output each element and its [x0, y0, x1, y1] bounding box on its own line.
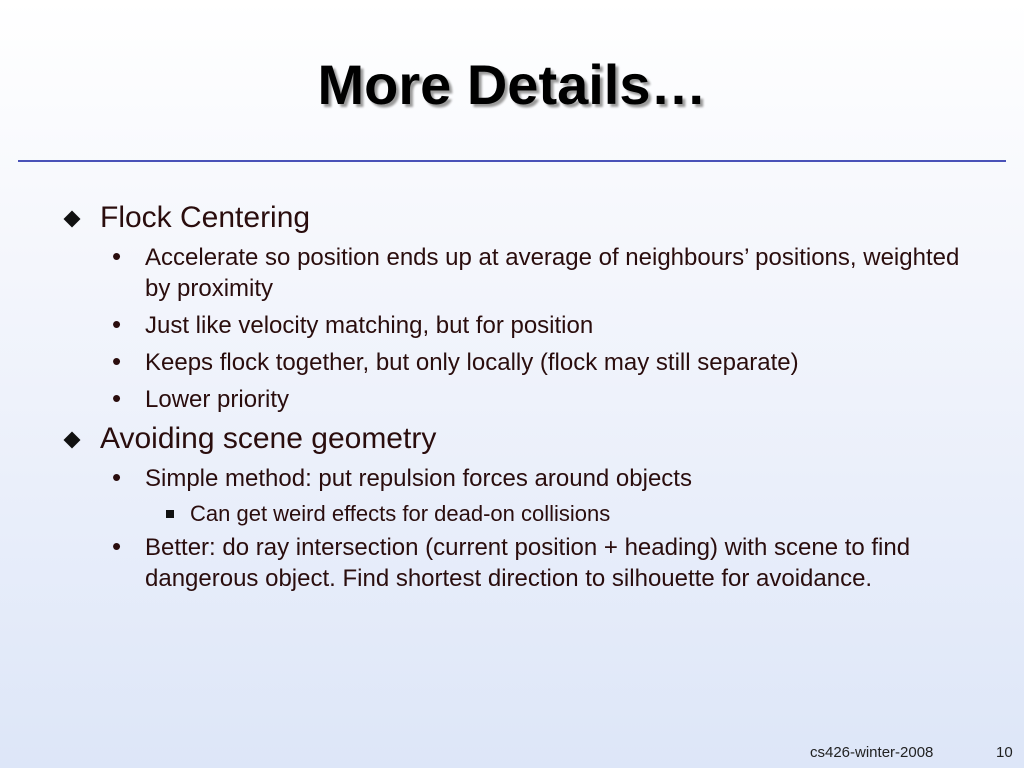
list-item [112, 346, 962, 378]
dot-bullet-icon: • [112, 531, 122, 561]
dot-bullet-icon: • [112, 462, 122, 492]
list-item [112, 383, 962, 415]
dot-bullet-icon: • [112, 309, 122, 339]
section-heading-label: Avoiding scene geometry [100, 422, 437, 455]
list-item [112, 462, 962, 494]
list-item-text: Keeps flock together, but only locally (flock may still separate) [145, 349, 799, 376]
list-item [112, 531, 962, 594]
diamond-bullet-icon [64, 432, 81, 449]
sub-list-item [190, 500, 962, 528]
section-heading-avoiding-scene-geometry [62, 421, 962, 457]
list-item-text: Better: do ray intersection (current position + heading) with scene to find dangerous object. Find shortest direction to silhouette for avoidance. [145, 534, 911, 592]
dot-bullet-icon: • [112, 346, 122, 376]
list-item-text: Accelerate so position ends up at average of neighbours’ positions, weighted by proximity [145, 244, 960, 302]
dot-bullet-icon: • [112, 241, 122, 271]
list-item-text: Simple method: put repulsion forces around objects [145, 465, 692, 492]
sub-list-item-text: Can get weird effects for dead-on collisions [190, 501, 611, 526]
section-heading-flock-centering [62, 200, 962, 236]
list-item [112, 309, 962, 341]
list-item-text: Just like velocity matching, but for position [145, 312, 594, 339]
square-bullet-icon [166, 510, 174, 518]
page-number: 10 [996, 744, 1013, 761]
dot-bullet-icon: • [112, 383, 122, 413]
slide-title: More Details… [317, 53, 707, 116]
diamond-bullet-icon [64, 211, 81, 228]
title-divider [18, 160, 1006, 162]
slide-body [62, 200, 962, 600]
section-heading-label: Flock Centering [100, 201, 311, 234]
list-item-text: Lower priority [145, 386, 290, 413]
footer-course-label: cs426-winter-2008 [810, 744, 934, 761]
list-item [112, 241, 962, 304]
